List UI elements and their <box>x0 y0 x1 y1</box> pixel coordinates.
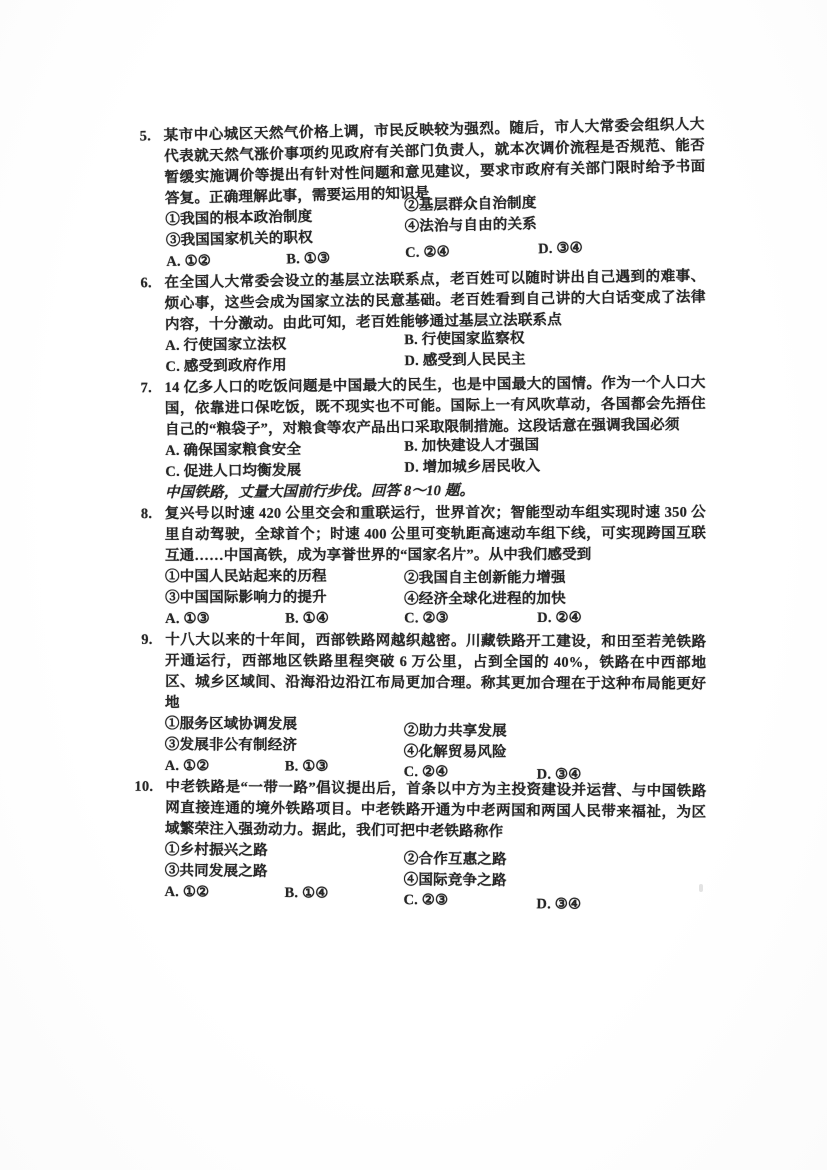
option-a: A. ①③ <box>165 610 210 627</box>
section-lead: 中国铁路，丈量大国前行步伐。回答 8～10 题。 <box>164 482 475 501</box>
choice-item-4: ④经济全球化进程的加快 <box>404 590 566 608</box>
choice-item-2: ②我国自主创新能力增强 <box>404 569 566 587</box>
option-a: A. 行使国家立法权 <box>165 336 287 354</box>
scan-artifact <box>699 884 703 892</box>
question-number: 9. <box>141 631 153 648</box>
option-d: D. ③④ <box>537 240 584 258</box>
choice-items <box>164 714 706 761</box>
choice-item-4: ④法治与自由的关系 <box>404 216 538 235</box>
answer-options <box>165 608 706 630</box>
option-c: C. 促进人口均衡发展 <box>165 462 302 480</box>
option-a: A. ①② <box>166 253 212 270</box>
option-b: B. 行使国家监察权 <box>404 330 525 349</box>
option-c: C. ②④ <box>405 244 451 261</box>
choice-item-3: ③我国国家机关的职权 <box>165 229 314 249</box>
choice-items <box>165 840 706 887</box>
question-stem: 在全国人大常委会设立的基层立法联系点，老百姓可以随时讲出自己遇到的难事、烦心事，这些会成为国家立法的民意基础。老百姓看到自己讲的大白话变成了法律内容，十分激动。由此可知，老百姓能够通过基层立法联系点 <box>164 268 706 333</box>
question-number: 10. <box>134 778 154 795</box>
option-c: C. ②④ <box>403 764 449 781</box>
answer-options <box>165 436 706 483</box>
question-stem: 某市中心城区天然气价格上调，市民反映较为强烈。随后，市人大常委会组织人大代表就天然气涨价事项约见政府有关部门负责人，就本次调价流程是否规范、能否暂缓实施调价等提出有针对性问题和意见建议，要求市政府有关部门限时给予书面答复。正确理解此事，需要运用的知识是 <box>163 116 706 207</box>
choice-item-3: ③发展非公有制经济 <box>164 736 298 754</box>
exam-text-block <box>134 116 707 913</box>
option-a: A. 确保国家粮食安全 <box>165 441 302 459</box>
choice-item-3: ③中国国际影响力的提升 <box>165 589 327 606</box>
question-10 <box>134 777 707 913</box>
option-c: C. 感受到政府作用 <box>165 357 287 375</box>
choice-item-2: ②合作互惠之路 <box>403 851 507 868</box>
question-5 <box>139 115 707 273</box>
choice-item-4: ④国际竞争之路 <box>403 872 507 889</box>
choice-items <box>165 566 706 609</box>
option-b: B. ①③ <box>284 758 329 775</box>
option-b: B. ①④ <box>285 610 330 627</box>
option-b: B. 加快建设人才强国 <box>404 437 540 455</box>
choice-item-1: ①乡村振兴之路 <box>164 841 268 859</box>
question-number: 8. <box>140 506 153 523</box>
question-9 <box>141 630 707 783</box>
choice-item-1: ①服务区域协调发展 <box>164 715 298 733</box>
question-stem: 十八大以来的十年间，西部铁路网越织越密。川藏铁路开工建设，和田至若羌铁路开通运行，西部地区铁路里程突破 6 万公里，占到全国的 40%，铁路在中西部地区、城乡区域间、沿海沿边沿江布局更加合理。称其更加合理在于这种布局能更好地 <box>164 632 707 712</box>
option-d: D. ③④ <box>536 766 582 783</box>
choice-item-3: ③共同发展之路 <box>164 862 268 880</box>
question-number: 7. <box>140 380 152 397</box>
option-d: D. 感受到人民民主 <box>404 351 526 370</box>
option-b: B. ①④ <box>284 885 329 902</box>
option-d: D. ③④ <box>536 896 582 913</box>
option-a: A. ①② <box>164 883 210 901</box>
choice-item-1: ①中国人民站起来的历程 <box>165 568 327 585</box>
question-stem: 14 亿多人口的吃饭问题是中国最大的民生，也是中国最大的国情。作为一个人口大国，依靠进口保吃饭，既不现实也不可能。国际上一有风吹草动，各国都会先捂住自己的“粮袋子”，对粮食等农产品出口采取限制措施。这段话意在强调我国必须 <box>164 374 706 438</box>
option-d: D. ②④ <box>537 609 582 627</box>
choice-item-2: ②基层群众自治制度 <box>404 195 537 214</box>
option-a: A. ①② <box>164 757 210 775</box>
question-number: 6. <box>140 275 152 292</box>
option-d: D. 增加城乡居民收入 <box>404 458 541 476</box>
option-c: C. ②③ <box>404 610 449 627</box>
question-7 <box>140 373 706 483</box>
question-stem: 复兴号以时速 420 公里交会和重联运行，世界首次；智能型动车组实现时速 350 公里自动驾驶，全球首个；时速 400 公里可变轨距高速动车组下线，可实现跨国互联互通……中国高铁，成为享誉世界的“国家名片”。从中我们感受到 <box>164 504 706 564</box>
choice-item-1: ①我国的根本政治制度 <box>165 208 313 228</box>
choice-item-4: ④化解贸易风险 <box>403 744 507 761</box>
question-8 <box>140 503 706 630</box>
question-stem: 中老铁路是“一带一路”倡议提出后，首条以中方为主投资建设并运营、与中国铁路网直接连通的境外铁路项目。中老铁路开通为中老两国和两国人民带来福祉，为区域繁荣注入强劲动力。据此，我们可把中老铁路称作 <box>165 779 707 840</box>
question-number: 5. <box>139 128 152 145</box>
option-c: C. ②③ <box>403 892 449 909</box>
choice-item-2: ②助力共享发展 <box>403 723 507 740</box>
question-6 <box>140 266 706 378</box>
option-b: B. ①③ <box>286 250 331 268</box>
answer-options <box>165 329 706 378</box>
